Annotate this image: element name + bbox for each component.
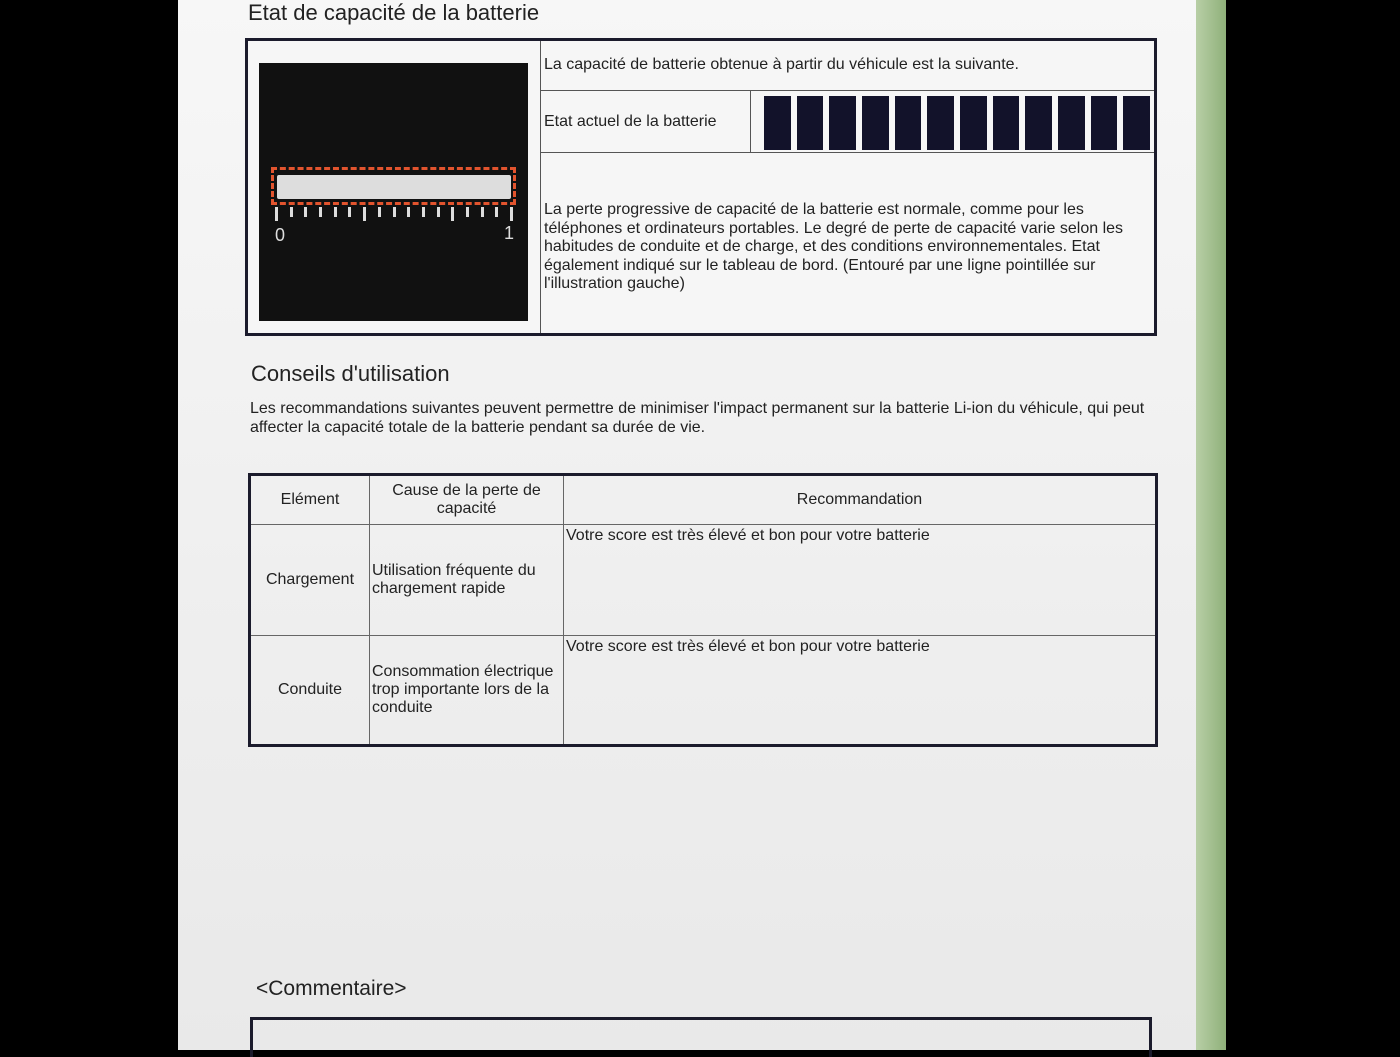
row-cause: Utilisation fréquente du chargement rapide	[370, 525, 564, 636]
divider	[540, 90, 1154, 91]
battery-cell	[1025, 96, 1052, 150]
row-recommendation: Votre score est très élevé et bon pour votre batterie	[564, 525, 1157, 636]
battery-cell	[862, 96, 889, 150]
battery-cell	[1123, 96, 1150, 150]
divider	[540, 152, 1154, 153]
battery-cell	[797, 96, 824, 150]
gauge-ticks	[275, 207, 513, 219]
battery-state-label: Etat actuel de la batterie	[544, 113, 717, 130]
page-title: Etat de capacité de la batterie	[248, 0, 540, 25]
capacity-intro: La capacité de batterie obtenue à partir du véhicule est la suivante.	[544, 56, 1019, 73]
header-cause: Cause de la perte de capacité	[370, 475, 564, 525]
dashboard-illustration	[259, 63, 528, 321]
comment-title: <Commentaire>	[256, 977, 407, 1000]
gauge-dashed-outline	[271, 167, 516, 205]
row-element: Chargement	[250, 525, 370, 636]
battery-cell	[927, 96, 954, 150]
battery-cell	[960, 96, 987, 150]
battery-cell	[764, 96, 791, 150]
table-row	[250, 636, 1157, 746]
background-edge	[1196, 0, 1226, 1050]
battery-cells-indicator	[764, 96, 1150, 150]
divider	[750, 90, 751, 152]
row-recommendation: Votre score est très élevé et bon pour votre batterie	[564, 636, 1157, 746]
row-cause: Consommation électrique trop importante lors de la conduite	[370, 636, 564, 746]
comment-box	[250, 1017, 1152, 1057]
battery-cell	[1091, 96, 1118, 150]
row-element: Conduite	[250, 636, 370, 746]
conseils-paragraph: Les recommandations suivantes peuvent permettre de minimiser l'impact permanent sur la batterie Li-ion du véhicule, qui peut affecter la capacité totale de la batterie pendant sa durée de vie.	[250, 400, 1145, 436]
header-recommendation: Recommandation	[564, 475, 1157, 525]
divider	[540, 41, 541, 333]
table-row	[250, 525, 1157, 636]
battery-cell	[993, 96, 1020, 150]
capacity-description: La perte progressive de capacité de la batterie est normale, comme pour les téléphones et ordinateurs portables. Le degré de perte de capacité varie selon les habitudes de conduite et de charge, et des conditions environnementales. Etat également indiqué sur le tableau de bord. (Entouré par une ligne pointillée sur l'illustration gauche)	[544, 201, 1124, 292]
table-header-row	[250, 475, 1157, 525]
gauge-max-label: 1	[504, 223, 515, 243]
battery-cell	[829, 96, 856, 150]
recommendation-table	[248, 473, 1158, 747]
header-element: Elément	[250, 475, 370, 525]
capacity-panel	[245, 38, 1157, 336]
gauge-min-label: 0	[275, 225, 286, 245]
battery-cell	[1058, 96, 1085, 150]
battery-cell	[895, 96, 922, 150]
section-title-conseils: Conseils d'utilisation	[251, 361, 450, 386]
